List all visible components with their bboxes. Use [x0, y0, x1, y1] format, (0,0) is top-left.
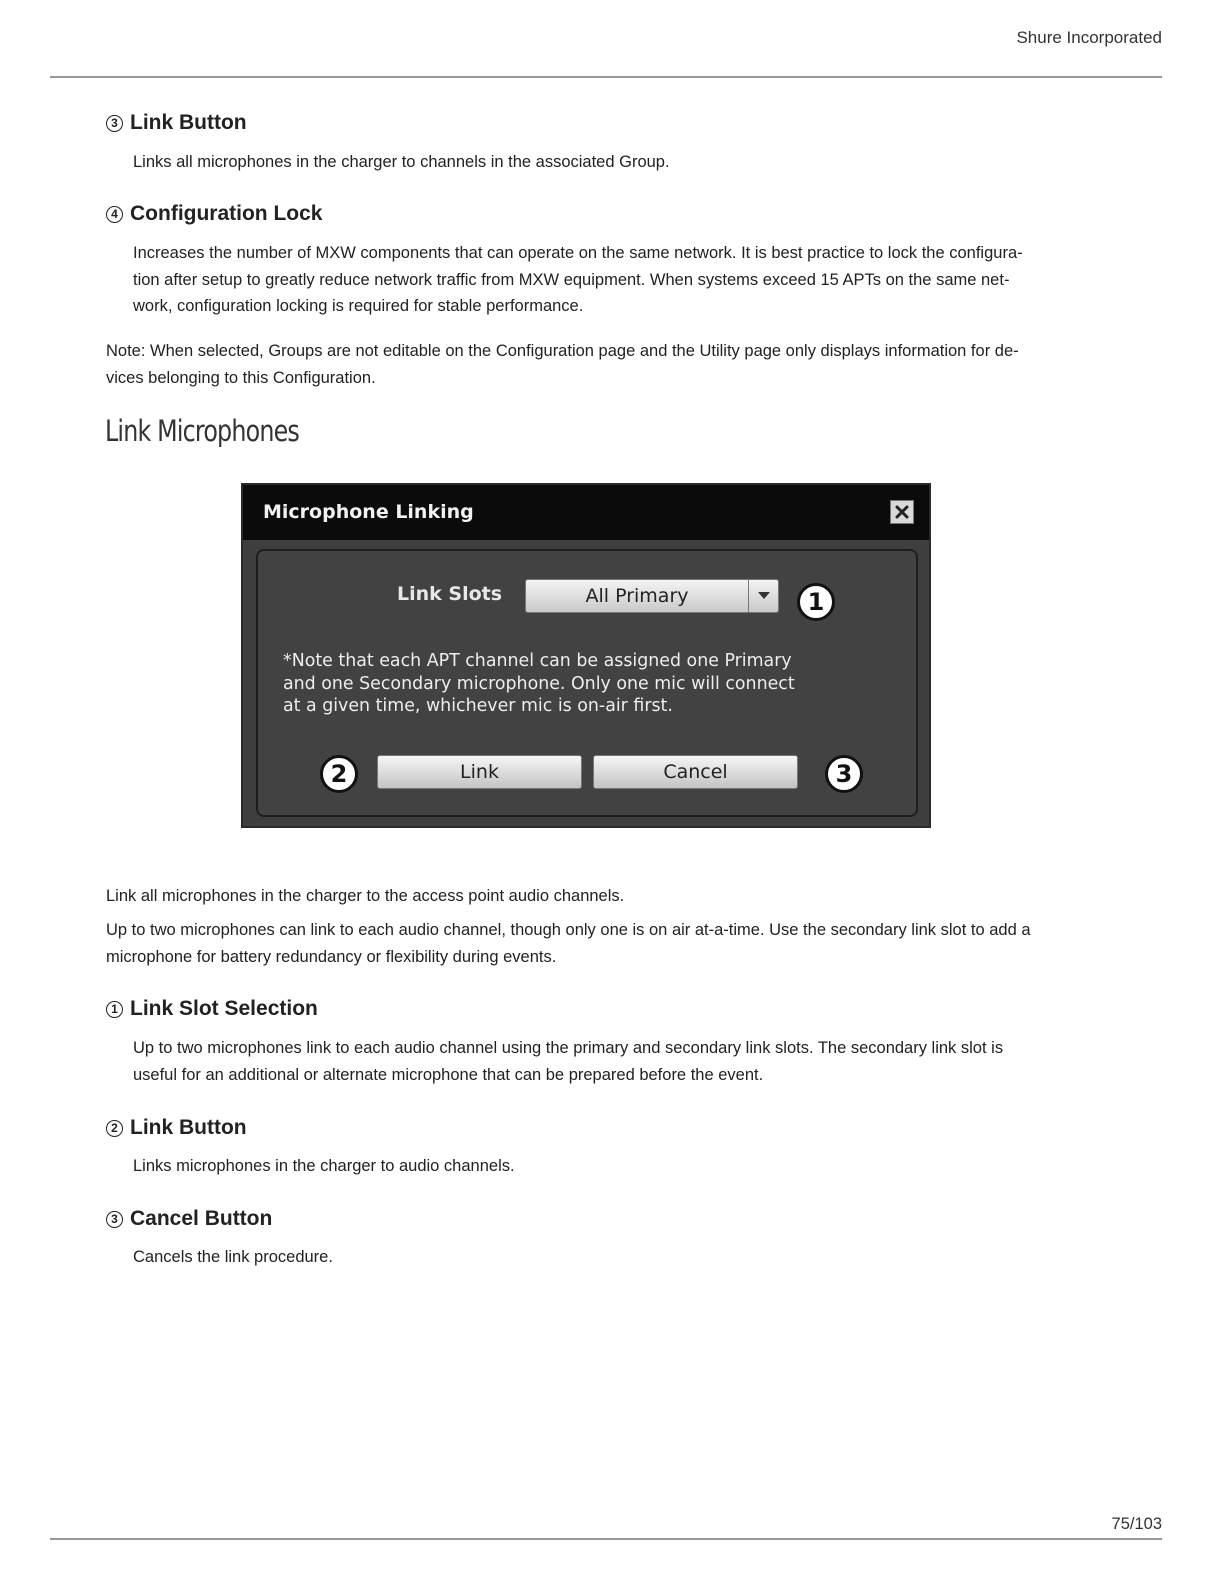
close-button[interactable] [890, 500, 914, 524]
intro-paragraph-1: Link all microphones in the charger to the access point audio channels. [106, 887, 625, 905]
heading-text: Cancel Button [130, 1207, 273, 1230]
paragraph-cancel-button: Cancels the link procedure. [133, 1248, 333, 1266]
callout-2: 2 [320, 755, 358, 793]
header-company: Shure Incorporated [1016, 28, 1162, 47]
heading-number: 3 [106, 115, 123, 132]
close-icon [895, 505, 909, 519]
callout-1: 1 [797, 583, 835, 621]
microphone-linking-dialog [241, 483, 931, 828]
note-paragraph: Note: When selected, Groups are not editable on the Configuration page and the Utility page only displays information for de- vices belonging to this Configuration. [106, 342, 1019, 387]
heading-link-button-2 [106, 1116, 247, 1140]
heading-number: 4 [106, 206, 123, 223]
link-button[interactable]: Link [377, 755, 582, 789]
heading-text: Link Button [130, 1116, 247, 1139]
dropdown-arrow[interactable] [748, 580, 779, 612]
heading-text: Link Button [130, 111, 247, 134]
paragraph-link-slot-selection: Up to two microphones link to each audio channel using the primary and secondary link slots. The secondary link slot is useful for an additional or alternate microphone that can be prepared before the event. [133, 1039, 1004, 1084]
heading-number: 1 [106, 1001, 123, 1018]
heading-link-button [106, 111, 247, 135]
heading-cancel-button [106, 1207, 272, 1231]
paragraph-link-button-2: Links microphones in the charger to audio channels. [133, 1157, 515, 1175]
section-title: Link Microphones [105, 414, 299, 448]
paragraph-configuration-lock: Increases the number of MXW components that can operate on the same network. It is best practice to lock the configura- tion after setup to greatly reduce network traffic from MXW equipment. When systems exceed 15 APTs on the same net- work, configuration locking is required for stable performance. [133, 244, 1023, 316]
callout-3: 3 [825, 755, 863, 793]
heading-text: Link Slot Selection [130, 997, 318, 1020]
heading-number: 2 [106, 1120, 123, 1137]
chevron-down-icon [758, 592, 770, 600]
heading-number: 3 [106, 1211, 123, 1228]
footer-rule [50, 1538, 1162, 1540]
heading-text: Configuration Lock [130, 202, 323, 225]
cancel-button[interactable]: Cancel [593, 755, 798, 789]
header-rule [50, 76, 1162, 78]
dialog-title: Microphone Linking [263, 501, 474, 523]
page-number: 75/103 [1111, 1515, 1162, 1533]
link-slots-value: All Primary [585, 585, 689, 607]
heading-link-slot-selection [106, 997, 318, 1021]
heading-configuration-lock [106, 202, 323, 226]
dialog-note: *Note that each APT channel can be assigned one Primary and one Secondary microphone. Only one mic will connect at a given time, whichever mic is on-air first. [283, 651, 795, 716]
paragraph-link-button: Links all microphones in the charger to channels in the associated Group. [133, 153, 670, 171]
intro-paragraph-2: Up to two microphones can link to each audio channel, though only one is on air at-a-time. Use the secondary link slot to add a microphone for battery redundancy or flexibility during events. [106, 921, 1031, 966]
link-slots-label: Link Slots [397, 583, 503, 605]
link-slots-select[interactable] [525, 579, 779, 613]
